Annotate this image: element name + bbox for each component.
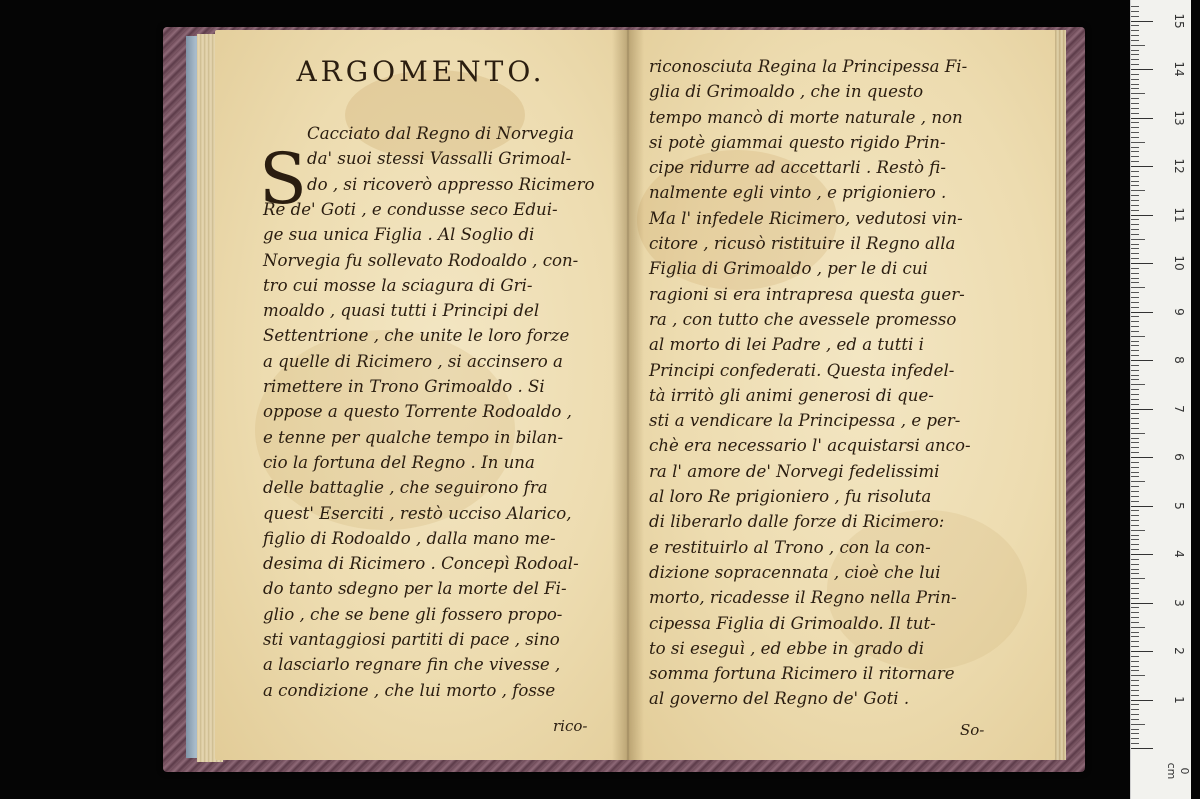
ruler-tick — [1131, 394, 1139, 395]
ruler-tick — [1131, 680, 1139, 681]
text-line: do tanto sdegno per la morte del Fi- — [263, 579, 567, 599]
ruler-tick — [1131, 345, 1139, 346]
ruler-tick — [1131, 617, 1139, 618]
ruler-number: 9 — [1172, 307, 1186, 316]
ruler-tick — [1131, 588, 1139, 589]
text-line: al morto di lei Padre , ed a tutti i — [649, 335, 924, 355]
ruler-tick — [1131, 64, 1139, 65]
ruler-tick — [1131, 646, 1139, 647]
ruler-tick — [1131, 98, 1139, 99]
ruler-tick — [1131, 360, 1153, 361]
ruler-tick — [1131, 535, 1139, 536]
ruler-tick — [1131, 379, 1139, 380]
ruler-tick — [1131, 438, 1139, 439]
text-line: Cacciato dal Regno di Norvegia — [307, 124, 574, 143]
ruler-tick — [1131, 45, 1145, 46]
ruler-tick — [1131, 389, 1139, 390]
ruler-tick — [1131, 515, 1139, 516]
ruler-tick — [1131, 413, 1139, 414]
text-line: a quelle di Ricimero , si accinsero a — [263, 351, 563, 371]
text-line: Principi confederati. Questa infedel- — [649, 360, 955, 380]
catchword: So- — [960, 721, 985, 739]
ruler-tick — [1131, 210, 1139, 211]
ruler-number: 6 — [1172, 453, 1186, 461]
ruler-tick — [1131, 258, 1139, 259]
text-line: tà irritò gli animi generosi di que- — [649, 385, 934, 405]
ruler-tick — [1131, 302, 1139, 303]
ruler-tick — [1131, 54, 1139, 55]
ruler-tick — [1131, 370, 1139, 371]
ruler-tick — [1131, 341, 1139, 342]
text-line: ragioni si era intrapresa questa guer- — [649, 284, 965, 304]
catchword: rico- — [553, 717, 588, 735]
ruler-tick — [1131, 598, 1139, 599]
ruler-tick — [1131, 685, 1139, 686]
text-line: dizione sopracennata , cioè che lui — [649, 562, 941, 582]
ruler-tick — [1131, 607, 1139, 608]
ruler-number: 5 — [1172, 501, 1186, 510]
ruler-tick — [1131, 69, 1153, 70]
ruler-number: 14 — [1172, 61, 1186, 77]
text-line: Norvegia fu sollevato Rodoaldo , con- — [263, 250, 579, 270]
text-line: a condizione , che lui morto , fosse — [263, 680, 556, 700]
ruler-tick — [1131, 496, 1139, 497]
ruler-tick — [1131, 709, 1139, 710]
ruler-tick — [1131, 253, 1139, 254]
ruler-tick — [1131, 151, 1139, 152]
text-line: morto, ricadesse il Regno nella Prin- — [649, 588, 957, 608]
ruler-number: 3 — [1172, 598, 1186, 607]
ruler-tick — [1131, 520, 1139, 521]
text-line: e restituirlo al Trono , con la con- — [649, 537, 931, 557]
ruler-tick — [1131, 93, 1145, 94]
ruler-tick — [1131, 690, 1139, 691]
ruler-tick — [1131, 549, 1139, 550]
text-line: al governo del Regno de' Goti . — [649, 689, 910, 709]
text-line: delle battaglie , che seguirono fra — [263, 478, 548, 498]
text-line: sti vantaggiosi partiti di pace , sino — [263, 630, 560, 649]
ruler-tick — [1131, 122, 1139, 123]
text-line: figlio di Rodoaldo , dalla mano me- — [263, 528, 556, 548]
ruler-tick — [1131, 142, 1145, 143]
ruler-number: 12 — [1172, 158, 1186, 174]
ruler-tick — [1131, 554, 1153, 555]
ruler-tick — [1131, 113, 1139, 114]
ruler-tick — [1131, 263, 1153, 264]
text-line: Ma l' infedele Ricimero, vedutosi vin- — [649, 208, 963, 228]
ruler-tick — [1131, 166, 1153, 167]
ruler-tick — [1131, 719, 1139, 720]
ruler-tick — [1131, 234, 1139, 235]
right-page-text — [649, 54, 971, 712]
ruler-tick — [1131, 215, 1153, 216]
ruler-tick — [1131, 442, 1139, 443]
ruler-tick — [1131, 127, 1139, 128]
text-line: cipe ridurre ad accettarli . Restò fi- — [649, 158, 946, 178]
ruler-tick — [1131, 467, 1139, 468]
text-line: ge sua unica Figlia . Al Soglio di — [263, 225, 535, 245]
text-line: ra , con tutto che avessele promesso — [649, 309, 957, 329]
ruler-tick — [1131, 384, 1145, 385]
text-line: tempo mancò di morte naturale , non — [649, 107, 963, 127]
text-line: al loro Re prigioniero , fu risoluta — [649, 487, 932, 507]
ruler-unit-label: 0 cm — [1165, 762, 1191, 780]
ruler-tick — [1131, 171, 1139, 172]
ruler-tick — [1131, 195, 1139, 196]
ruler-tick — [1131, 569, 1139, 570]
ruler-tick — [1131, 428, 1139, 429]
text-line: glia di Grimoaldo , che in questo — [649, 82, 924, 102]
ruler-tick — [1131, 25, 1139, 26]
text-line: somma fortuna Ricimero il ritornare — [649, 664, 955, 684]
measurement-ruler — [1130, 0, 1191, 799]
ruler-tick — [1131, 472, 1139, 473]
ruler-tick — [1131, 632, 1139, 633]
text-line: Settentrione , che unite le loro forze — [263, 326, 570, 346]
ruler-tick — [1131, 675, 1145, 676]
ruler-tick — [1131, 573, 1139, 574]
ruler-tick — [1131, 11, 1139, 12]
ruler-tick — [1131, 248, 1139, 249]
ruler-tick — [1131, 16, 1139, 17]
ruler-tick — [1131, 132, 1139, 133]
ruler-tick — [1131, 59, 1139, 60]
ruler-tick — [1131, 700, 1153, 701]
ruler-tick — [1131, 156, 1139, 157]
text-line: e tenne per qualche tempo in bilan- — [263, 427, 564, 447]
ruler-tick — [1131, 583, 1139, 584]
ruler-tick — [1131, 40, 1139, 41]
text-line: nalmente egli vinto , e prigioniero . — [649, 183, 947, 203]
text-line: Figlia di Grimoaldo , per le di cui — [649, 259, 928, 279]
text-line: glio , che se bene gli fossero propo- — [263, 604, 563, 624]
ruler-tick — [1131, 530, 1145, 531]
ruler-tick — [1131, 278, 1139, 279]
text-line: citore , ricusò ristituire il Regno alla — [649, 234, 956, 254]
ruler-tick — [1131, 704, 1139, 705]
ruler-tick — [1131, 282, 1139, 283]
ruler-tick — [1131, 190, 1145, 191]
ruler-number: 7 — [1172, 404, 1186, 413]
ruler-tick — [1131, 399, 1139, 400]
ruler-tick — [1131, 244, 1139, 245]
ruler-tick — [1131, 331, 1139, 332]
ruler-tick — [1131, 651, 1153, 652]
ruler-tick — [1131, 738, 1139, 739]
ruler-tick — [1131, 321, 1139, 322]
ruler-number: 10 — [1172, 255, 1186, 271]
text-line: tro cui mosse la sciagura di Gri- — [263, 275, 533, 295]
ruler-tick — [1131, 365, 1139, 366]
drop-cap: S — [259, 138, 307, 220]
ruler-tick — [1131, 74, 1139, 75]
ruler-tick — [1131, 229, 1139, 230]
ruler-tick — [1131, 544, 1139, 545]
ruler-tick — [1131, 103, 1139, 104]
ruler-tick — [1131, 375, 1139, 376]
ruler-tick — [1131, 205, 1139, 206]
ruler-tick — [1131, 486, 1139, 487]
text-line: sti a vendicare la Principessa , e per- — [649, 411, 961, 431]
ruler-tick — [1131, 326, 1139, 327]
text-line: ra l' amore de' Norvegi fedelissimi — [649, 461, 940, 481]
ruler-tick — [1131, 564, 1139, 565]
page-heading: ARGOMENTO. — [296, 55, 546, 88]
ruler-tick — [1131, 457, 1153, 458]
ruler-tick — [1131, 273, 1139, 274]
text-line: to si eseguì , ed ebbe in grado di — [649, 638, 925, 658]
ruler-tick — [1131, 501, 1139, 502]
ruler-tick — [1131, 224, 1139, 225]
ruler-tick — [1131, 612, 1139, 613]
ruler-tick — [1131, 108, 1139, 109]
ruler-tick — [1131, 622, 1139, 623]
text-line: Re de' Goti , e condusse seco Edui- — [263, 199, 558, 219]
ruler-tick — [1131, 661, 1139, 662]
text-line: do , si ricoverò appresso Ricimero — [307, 174, 595, 194]
ruler-tick — [1131, 336, 1145, 337]
ruler-tick — [1131, 292, 1139, 293]
ruler-tick — [1131, 181, 1139, 182]
text-line: quest' Eserciti , restò ucciso Alarico, — [263, 503, 572, 523]
ruler-tick — [1131, 147, 1139, 148]
ruler-tick — [1131, 724, 1145, 725]
ruler-tick — [1131, 50, 1139, 51]
ruler-tick — [1131, 84, 1139, 85]
ruler-number: 2 — [1172, 647, 1186, 655]
text-line: cipessa Figlia di Grimoaldo. Il tut- — [649, 613, 936, 633]
text-line: si potè giammai questo rigido Prin- — [649, 132, 946, 152]
ruler-tick — [1131, 137, 1139, 138]
ruler-tick — [1131, 656, 1139, 657]
ruler-number: 13 — [1172, 109, 1186, 126]
ruler-number: 8 — [1172, 356, 1186, 364]
ruler-tick — [1131, 350, 1139, 351]
ruler-tick — [1131, 748, 1153, 749]
ruler-tick — [1131, 161, 1139, 162]
ruler-tick — [1131, 743, 1139, 744]
ruler-tick — [1131, 627, 1145, 628]
book-gutter — [612, 30, 644, 760]
ruler-tick — [1131, 118, 1153, 119]
ruler-tick — [1131, 695, 1139, 696]
ruler-tick — [1131, 307, 1139, 308]
text-line: di liberarlo dalle forze di Ricimero: — [649, 512, 945, 532]
ruler-tick — [1131, 603, 1153, 604]
ruler-tick — [1131, 506, 1153, 507]
ruler-tick — [1131, 6, 1139, 7]
ruler-tick — [1131, 733, 1139, 734]
text-line: a lasciarlo regnare fin che vivesse , — [263, 655, 561, 675]
ruler-tick — [1131, 491, 1139, 492]
ruler-tick — [1131, 714, 1139, 715]
ruler-tick — [1131, 30, 1139, 31]
left-page — [215, 30, 627, 760]
ruler-tick — [1131, 539, 1139, 540]
ruler-tick — [1131, 641, 1139, 642]
ruler-tick — [1131, 409, 1153, 410]
ruler-tick — [1131, 239, 1145, 240]
ruler-tick — [1131, 510, 1139, 511]
ruler-tick — [1131, 88, 1139, 89]
ruler-tick — [1131, 219, 1139, 220]
text-line: riconosciuta Regina la Principessa Fi- — [649, 57, 968, 76]
text-line: desima di Ricimero . Concepì Rodoal- — [263, 554, 579, 574]
ruler-tick — [1131, 287, 1145, 288]
ruler-tick — [1131, 185, 1139, 186]
ruler-tick — [1131, 176, 1139, 177]
right-page — [627, 30, 1055, 760]
text-line: moaldo , quasi tutti i Principi del — [263, 301, 540, 321]
ruler-number: 11 — [1172, 206, 1186, 223]
ruler-tick — [1131, 729, 1139, 730]
ruler-tick — [1131, 312, 1153, 313]
ruler-tick — [1131, 268, 1139, 269]
ruler-tick — [1131, 666, 1139, 667]
ruler-tick — [1131, 355, 1139, 356]
ruler-number: 1 — [1172, 695, 1186, 704]
ruler-tick — [1131, 79, 1139, 80]
ruler-tick — [1131, 452, 1139, 453]
ruler-tick — [1131, 433, 1145, 434]
ruler-tick — [1131, 423, 1139, 424]
ruler-tick — [1131, 578, 1145, 579]
ruler-tick — [1131, 297, 1139, 298]
ruler-tick — [1131, 636, 1139, 637]
ruler-tick — [1131, 593, 1139, 594]
ruler-number: 15 — [1172, 12, 1186, 29]
ruler-tick — [1131, 670, 1139, 671]
ruler-tick — [1131, 316, 1139, 317]
text-line: chè era necessario l' acquistarsi anco- — [649, 436, 971, 456]
ruler-tick — [1131, 559, 1139, 560]
text-line: cio la fortuna del Regno . In una — [263, 452, 535, 472]
ruler-tick — [1131, 481, 1145, 482]
ruler-tick — [1131, 462, 1139, 463]
ruler-tick — [1131, 404, 1139, 405]
text-line: rimettere in Trono Grimoaldo . Si — [263, 377, 545, 396]
ruler-tick — [1131, 525, 1139, 526]
ruler-tick — [1131, 21, 1153, 22]
text-line: da' suoi stessi Vassalli Grimoal- — [307, 149, 572, 169]
ruler-tick — [1131, 418, 1139, 419]
ruler-tick — [1131, 35, 1139, 36]
ruler-tick — [1131, 476, 1139, 477]
text-line: oppose a questo Torrente Rodoaldo , — [263, 402, 572, 422]
ruler-tick — [1131, 200, 1139, 201]
ruler-number: 4 — [1172, 550, 1186, 558]
ruler-tick — [1131, 447, 1139, 448]
